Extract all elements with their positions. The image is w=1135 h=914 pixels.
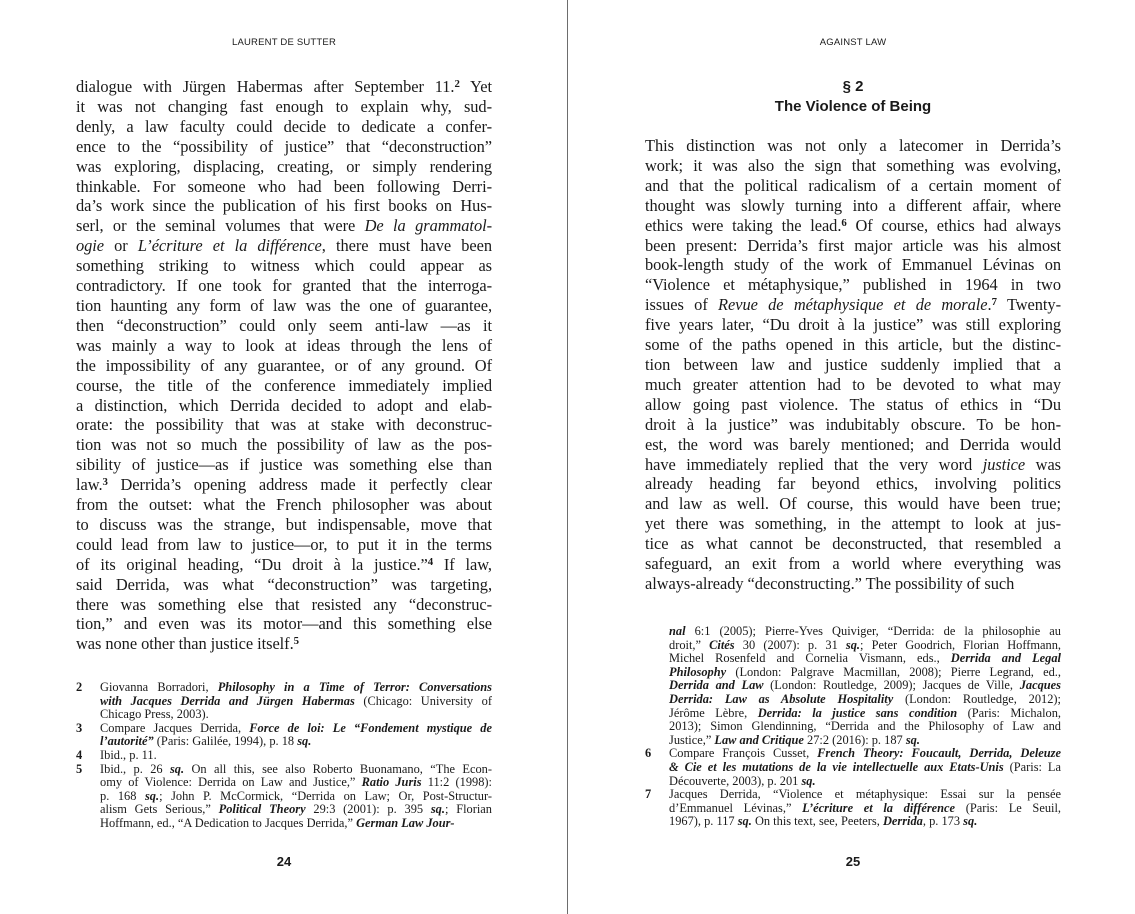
text-line: “Violence et métaphysique,” published in 1964 in two: [645, 275, 1061, 295]
footnote-line: with Jacques Derrida and Jürgen Habermas (Chicago: University of: [100, 693, 492, 708]
text-line: yet there was something, in the attempt to look at jus-: [645, 514, 1061, 534]
footnote-number: 6: [645, 746, 652, 761]
footnote-4: [76, 749, 492, 763]
text-line: have immediately replied that the very word justice was: [645, 454, 1061, 474]
text-line: tion haunting any form of law was the one of guarantee,: [76, 295, 492, 315]
footnote-2: [76, 681, 492, 722]
text-line: thinkable. For someone who had been following Derri-: [76, 176, 492, 196]
text-line: law.$^3$ Derrida’s opening address made it perfectly clear: [76, 475, 492, 495]
text-line: ethics were taking the lead.$^6$ Of course, ethics had always: [645, 215, 1061, 235]
footnote-number: 3: [76, 720, 83, 735]
text-line: thought was slowly turning into a different affair, where: [645, 195, 1061, 215]
footnote-line: nal 6:1 (2005); Pierre-Yves Quiviger, “Derrida: de la philosophie au: [669, 624, 1061, 638]
footnote-line: Chicago Press, 2003).: [100, 707, 209, 722]
footnote-line: 2013); Simon Glendinning, “Derrida and the Philosophy of Law and: [669, 719, 1061, 734]
footnote-line: Compare François Cusset, French Theory: Foucault, Derrida, Deleuze: [669, 746, 1061, 761]
text-line: and law as well. Of course, this would have been true;: [645, 494, 1061, 514]
footnote-6: [645, 747, 1061, 788]
footnote-line: Derrida: Law as Absolute Hospitality (London: Routledge, 2012);: [669, 691, 1061, 706]
text-line: was mainly a way to look at ideas through the lens of: [76, 335, 492, 355]
left-page: [76, 0, 492, 914]
section-title: The Violence of Being: [774, 98, 932, 115]
footnote-number: 4: [76, 747, 83, 762]
footnote-line: omy of Violence: Derrida on Law and Justice,” Ratio Juris 11:2 (1998):: [100, 775, 492, 790]
footnote-line: l’autorité” (Paris: Galilée, 1994), p. 18 sq.: [100, 734, 312, 749]
footnote-line: alism Gets Serious,” Political Theory 29:3 (2001): p. 395 sq.; Florian: [100, 802, 492, 817]
text-line: contradictory. If one took for granted that the interroga-: [76, 276, 492, 296]
text-line: tice as what cannot be deconstructed, that resembled a: [645, 534, 1061, 554]
footnote-continued: [645, 625, 1061, 747]
text-line: then “deconstruction” could only seem anti-law —as it: [76, 315, 492, 335]
text-line: it was not changing fast enough to explain why, sud-: [76, 96, 492, 116]
running-head-left: LAURENT DE SUTTER: [231, 37, 337, 48]
text-line: to discuss was the strange, but indispensable, move that: [76, 514, 492, 534]
text-line: droit à la justice” was indubitably obscure. To be hon-: [645, 414, 1061, 434]
right-footnotes: [645, 625, 1061, 829]
left-footnotes: [76, 681, 492, 831]
text-line: denly, a law faculty could decide to dedicate a confer-: [76, 116, 492, 136]
text-line: was exploring, displacing, creating, or simply rendering: [76, 156, 492, 176]
text-line: something striking to witness which could appear as: [76, 256, 492, 276]
footnote-line: Compare Jacques Derrida, Force de loi: Le “Fondement mystique de: [100, 720, 492, 735]
left-body-text: [76, 77, 492, 654]
text-line: allow going past violence. The status of ethics in “Du: [645, 394, 1061, 414]
text-line: a distinction, which Derrida decided to adopt and elab-: [76, 395, 492, 415]
text-line: book-length study of the work of Emmanuel Lévinas on: [645, 255, 1061, 275]
text-line: tion was not so much the possibility of law as the pos-: [76, 435, 492, 455]
footnote-number: 2: [76, 680, 83, 694]
text-line: sibility of justice—as if justice was something else than: [76, 455, 492, 475]
text-line: work; it was also the sign that something was evolving,: [645, 155, 1061, 175]
text-line: orate: the possibility that was at stake with deconstruc-: [76, 415, 492, 435]
text-line: from the outset: what the French philosopher was about: [76, 495, 492, 515]
footnote-line: p. 168 sq.; John P. McCormick, “Derrida on Law; Or, Post-Structur-: [100, 788, 493, 803]
text-line: much greater attention had to be devoted to what may: [645, 374, 1061, 394]
text-line: issues of Revue de métaphysique et de morale.$^7$ Twenty-: [645, 295, 1061, 315]
section-number: § 2: [842, 78, 864, 95]
right-page: [645, 0, 1061, 914]
text-line: serl, or the seminal volumes that were De la grammatol-: [76, 216, 492, 236]
text-line: could lead from law to justice—or, to put it in the terms: [76, 534, 492, 554]
text-line: tion between law and justice suddenly implied that a: [645, 354, 1061, 374]
footnote-5: [76, 763, 492, 831]
footnote-line: Découverte, 2003), p. 201 sq.: [669, 773, 816, 788]
footnote-number: 7: [645, 787, 652, 802]
text-line: tion,” and even was its motor—and this something else: [76, 614, 492, 634]
footnote-line: Giovanna Borradori, Philosophy in a Time of Terror: Conversations: [100, 680, 492, 694]
footnote-line: Philosophy (London: Palgrave Macmillan, 2008); Pierre Legrand, ed.,: [669, 664, 1061, 679]
footnote-line: Hoffmann, ed., “A Dedication to Jacques Derrida,” German Law Jour-: [100, 815, 455, 830]
footnote-line: d’Emmanuel Lévinas,” L’écriture et la différence (Paris: Le Seuil,: [669, 800, 1062, 815]
page-gutter: [567, 0, 568, 914]
text-line: ence to the “possibility of justice” that “deconstruction”: [76, 136, 492, 156]
footnote-7: [645, 788, 1061, 829]
footnote-line: Michel Rosenfeld and Cornelia Vismann, eds., Derrida and Legal: [669, 651, 1061, 666]
text-line: ogie or L’écriture et la différence, there must have been: [76, 236, 493, 256]
footnote-line: Jérôme Lèbre, Derrida: la justice sans condition (Paris: Michalon,: [669, 705, 1061, 720]
text-line: dialogue with Jürgen Habermas after September 11.$^2$ Yet: [76, 77, 492, 96]
running-head-right: AGAINST LAW: [819, 37, 887, 48]
text-line: said Derrida, was what “deconstruction” was targeting,: [76, 574, 492, 594]
text-line: five years later, “Du droit à la justice” was still exploring: [645, 315, 1061, 335]
footnote-line: Ibid., p. 11.: [100, 747, 157, 762]
text-line: of its original heading, “Du droit à la justice.”$^4$ If law,: [76, 554, 492, 574]
footnote-line: Derrida and Law (London: Routledge, 2009); Jacques de Ville, Jacques: [669, 678, 1061, 693]
footnote-line: Justice,” Law and Critique 27:2 (2016): p. 187 sq.: [669, 732, 920, 747]
section-heading: [645, 77, 1061, 117]
text-line: was none other than justice itself.$^5$: [76, 634, 300, 654]
text-line: already heading far beyond ethics, involving politics: [645, 474, 1061, 494]
text-line: course, the title of the conference immediately implied: [76, 375, 492, 395]
text-line: always-already “deconstructing.” The possibility of such: [645, 573, 1015, 593]
right-body-text: [645, 136, 1061, 594]
text-line: da’s work since the publication of his first books on Hus-: [76, 196, 492, 216]
text-line: been present: Derrida’s first major article was his almost: [645, 235, 1061, 255]
footnote-number: 5: [76, 761, 83, 776]
footnote-line: Ibid., p. 26 sq. On all this, see also Roberto Buonamano, “The Econ-: [100, 761, 492, 776]
text-line: safeguard, an exit from a world where everything was: [645, 554, 1061, 574]
footnote-line: 1967), p. 117 sq. On this text, see, Peeters, Derrida, p. 173 sq.: [669, 814, 978, 829]
text-line: there was something else that resisted any “deconstruc-: [76, 594, 492, 614]
text-line: est, the word was barely mentioned; and Derrida would: [645, 434, 1061, 454]
text-line: the impossibility of any guarantee, or of any ground. Of: [76, 355, 492, 375]
footnote-3: [76, 722, 492, 749]
text-line: This distinction was not only a latecomer in Derrida’s: [645, 136, 1061, 155]
footnote-line: & Cie et les mutations de la vie intellectuelle aux Etats-Unis (Paris: La: [669, 759, 1061, 774]
footnote-line: droit,” Cités 30 (2007): p. 31 sq.; Peter Goodrich, Florian Hoffmann,: [669, 637, 1061, 652]
footnote-line: Jacques Derrida, “Violence et métaphysique: Essai sur la pensée: [669, 787, 1061, 802]
text-line: some of the paths opened in this article, but the distinc-: [645, 335, 1061, 355]
page-number-right: 25: [845, 854, 861, 869]
text-line: and that the political radicalism of a certain moment of: [645, 175, 1061, 195]
page-number-left: 24: [276, 854, 292, 869]
